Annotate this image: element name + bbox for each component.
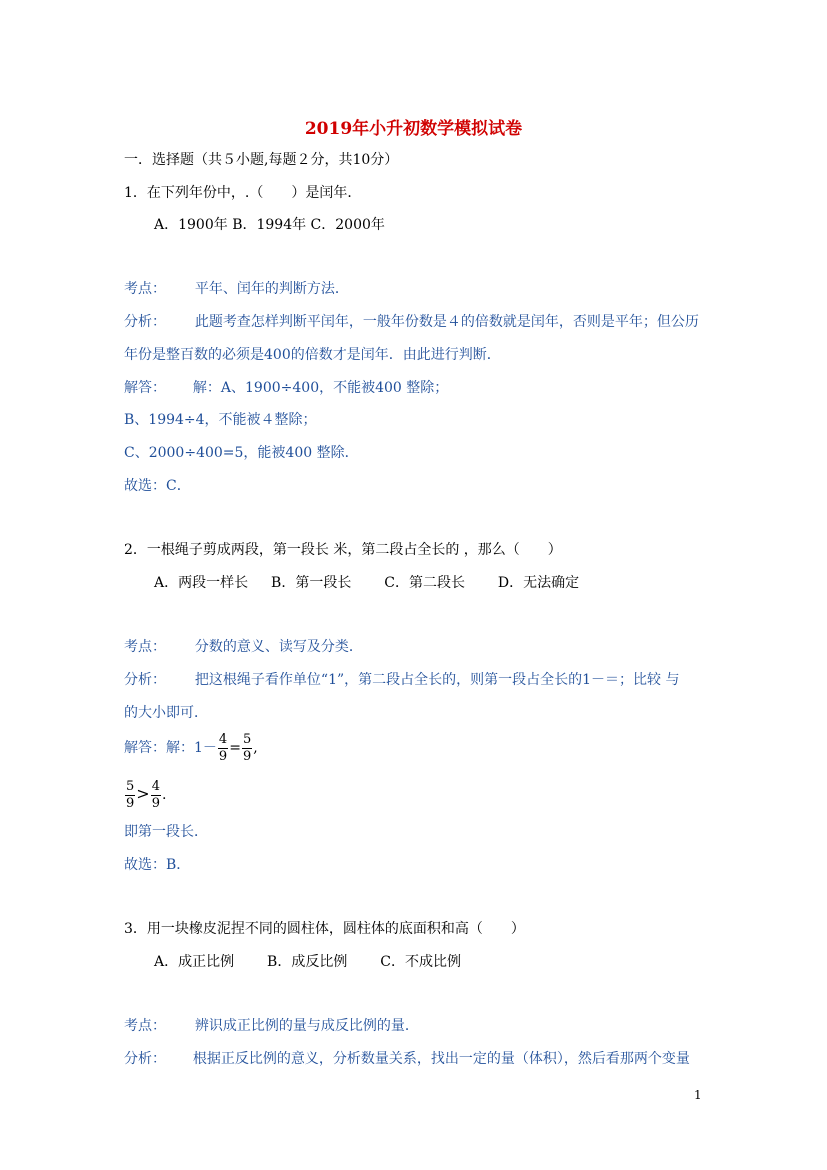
- q2-jieda-prefix: 解答：解：1－: [124, 740, 217, 756]
- q2-jieda: [124, 731, 258, 765]
- q3-fenxi: [124, 1050, 690, 1068]
- q2-option-a: A．两段一样长: [154, 575, 249, 591]
- q1-jieda-label: 解答：: [124, 380, 166, 396]
- q2-options: [154, 574, 579, 592]
- q1-answer: 故选：C．: [124, 478, 191, 494]
- q2-kaodian-text: 分数的意义、读写及分类．: [194, 639, 363, 655]
- q1-jieda-line3: C、2000÷400=5，能被400 整除．: [124, 445, 359, 461]
- fraction-5-9: [242, 732, 252, 765]
- q1-options: A．1900年 B．1994年 C．2000年: [154, 217, 385, 233]
- q2-fenxi-line1: 把这根绳子看作单位“1”，第二段占全长的，则第一段占全长的1－＝；比较 与: [194, 672, 680, 688]
- fraction-denominator: 9: [242, 748, 252, 764]
- greater-than-sign: >: [136, 784, 150, 803]
- q3-kaodian: [124, 1017, 419, 1035]
- q3-option-c: C．不成比例: [380, 954, 461, 970]
- fraction-denominator: 9: [126, 795, 135, 811]
- q3-kaodian-label: 考点：: [124, 1018, 166, 1034]
- fraction-denominator: 9: [151, 795, 160, 811]
- page-title: 2019年小升初数学模拟试卷: [304, 119, 523, 139]
- section-header: 一．选择题（共５小题,每题２分，共10分）: [124, 152, 399, 168]
- q2-option-b: B．第一段长: [271, 575, 352, 591]
- q1-kaodian: [124, 280, 349, 298]
- fraction-numerator: 5: [242, 731, 252, 747]
- q3-options: [154, 953, 461, 971]
- period: .: [161, 787, 167, 803]
- q1-kaodian-label: 考点：: [124, 281, 166, 297]
- q2-comparison: [124, 777, 166, 812]
- q2-conclusion: 即第一段长．: [124, 824, 208, 840]
- comma: ,: [253, 740, 258, 756]
- q2-fenxi-line2: 的大小即可．: [124, 705, 208, 721]
- q1-fenxi-line1: 此题考查怎样判断平闰年，一般年份数是４的倍数就是闰年，否则是平年；但公历: [194, 314, 699, 330]
- q2-kaodian-label: 考点：: [124, 639, 166, 655]
- q2-kaodian: [124, 638, 363, 656]
- q1-fenxi: [124, 313, 699, 331]
- q3-option-b: B．成反比例: [267, 954, 348, 970]
- equals-sign: =: [229, 740, 241, 756]
- fraction-4-9: [151, 779, 161, 812]
- q2-fenxi: [124, 671, 679, 689]
- q2-option-d: D．无法确定: [497, 575, 580, 591]
- page-number: 1: [694, 1088, 702, 1102]
- q3-kaodian-text: 辨识成正比例的量与成反比例的量．: [194, 1018, 419, 1034]
- q1-jieda: [124, 379, 448, 397]
- q3-fenxi-line1: 根据正反比例的意义，分析数量关系，找出一定的量（体积），然后看那两个变量: [192, 1051, 690, 1067]
- fraction-5-9: [125, 779, 135, 812]
- fraction-numerator: 4: [218, 731, 228, 747]
- fraction-denominator: 9: [218, 748, 228, 764]
- fraction-numerator: 4: [151, 778, 160, 794]
- fraction-4-9: [218, 732, 228, 765]
- q2-stem: 2．一根绳子剪成两段，第一段长 米，第二段占全长的 ，那么（ ）: [124, 542, 562, 558]
- fraction-numerator: 5: [126, 778, 135, 794]
- q1-fenxi-label: 分析：: [124, 314, 166, 330]
- q1-fenxi-line2: 年份是整百数的必须是400的倍数才是闰年．由此进行判断．: [124, 347, 501, 363]
- q3-fenxi-label: 分析：: [124, 1051, 166, 1067]
- q3-option-a: A．成正比例: [154, 954, 235, 970]
- q3-stem: 3．用一块橡皮泥捏不同的圆柱体，圆柱体的底面积和高（ ）: [124, 921, 525, 937]
- q1-jieda-line1: 解：A、1900÷400，不能被400 整除；: [192, 380, 449, 396]
- q2-option-c: C．第二段长: [384, 575, 465, 591]
- q1-jieda-line2: B、1994÷4，不能被４整除；: [124, 412, 317, 428]
- q2-fenxi-label: 分析：: [124, 672, 166, 688]
- q1-kaodian-text: 平年、闰年的判断方法．: [194, 281, 349, 297]
- q1-stem: 1．在下列年份中，.（ ）是闰年．: [124, 185, 362, 201]
- q2-answer: 故选：B．: [124, 857, 191, 873]
